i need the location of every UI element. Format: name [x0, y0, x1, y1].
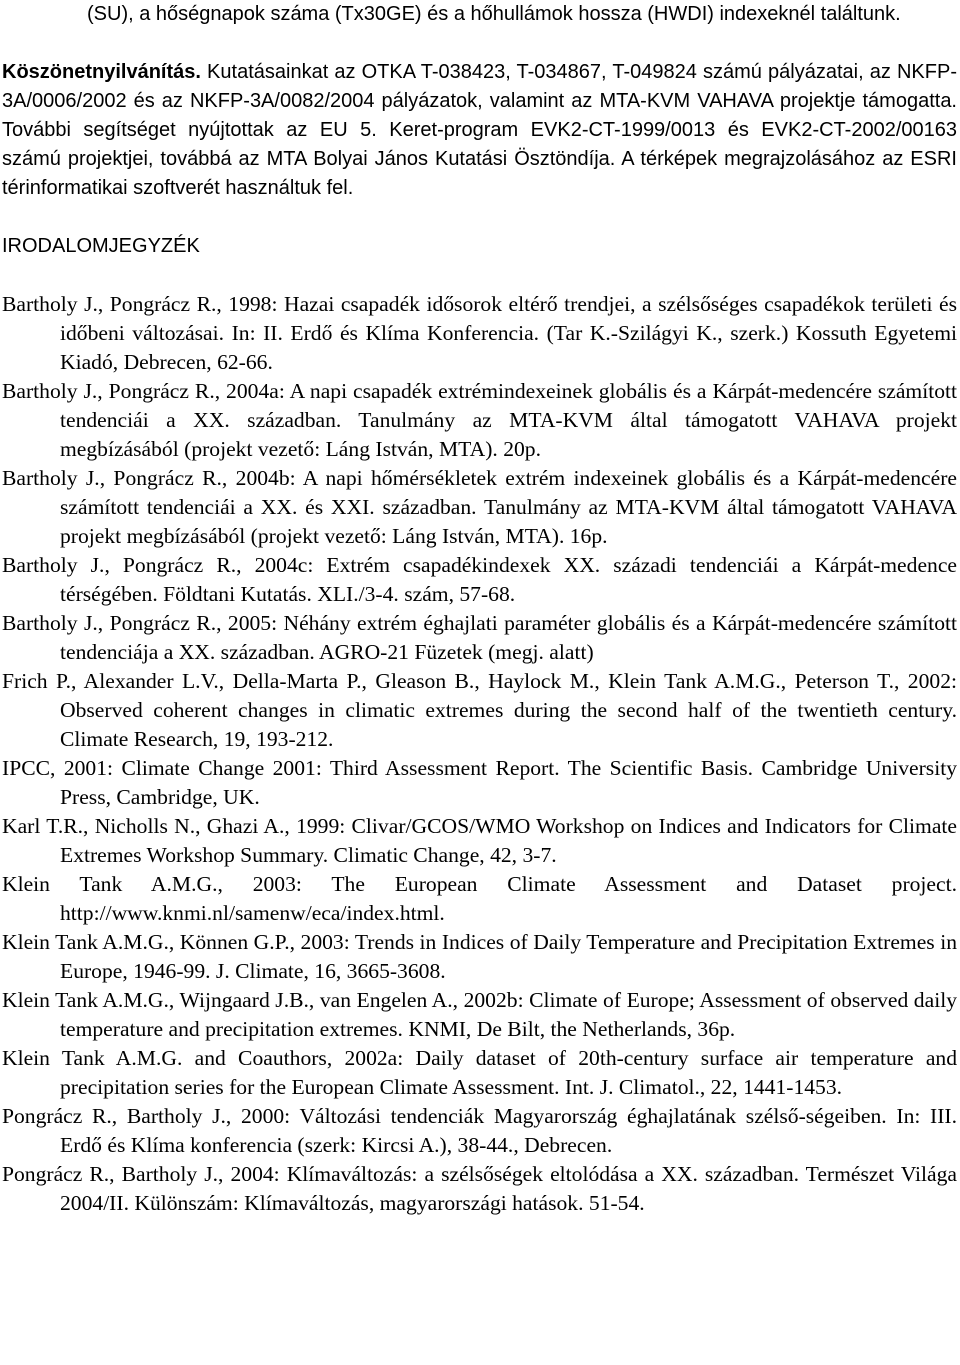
- reference-item: Klein Tank A.M.G., 2003: The European Climate Assessment and Dataset project. http://www.knmi.nl/samenw/eca/index.html.: [2, 872, 957, 925]
- reference-item: Klein Tank A.M.G. and Coauthors, 2002a: Daily dataset of 20th-century surface air temperature and precipitation series for the European Climate Assessment. Int. J. Climatol., 22, 1441-1453.: [2, 1046, 957, 1099]
- reference-item: Bartholy J., Pongrácz R., 2004a: A napi csapadék extrémindexeinek globális és a Kárpát-medencére számított tendenciái a XX. században. Tanulmány az MTA-KVM által támogatott VAHAVA projekt megbízásából (projekt vezető: Láng István, MTA). 20p.: [2, 379, 957, 461]
- reference-item: Bartholy J., Pongrácz R., 1998: Hazai csapadék idősorok eltérő trendjei, a szélsőséges csapadékok területi és időbeni változásai. In: II. Erdő és Klíma Konferencia. (Tar K.-Szilágyi K., szerk.) Kossuth Egyetemi Kiadó, Debrecen, 62-66.: [2, 292, 957, 374]
- reference-item: Frich P., Alexander L.V., Della-Marta P., Gleason B., Haylock M., Klein Tank A.M.G., Peterson T., 2002: Observed coherent changes in climatic extremes during the second half of the twentieth century. Climate Research, 19, 193-212.: [2, 669, 957, 751]
- acknowledgement-paragraph: [2, 58, 957, 203]
- references-heading: IRODALOMJEGYZÉK: [2, 235, 200, 257]
- reference-item: Bartholy J., Pongrácz R., 2004b: A napi hőmérsékletek extrém indexeinek globális és a Kárpát-medencére számított tendenciái a XX. és XXI. században. Tanulmány az MTA-KVM által támogatott VAHAVA projekt megbízásából (projekt vezető: Láng István, MTA). 16p.: [2, 466, 957, 548]
- reference-item: Klein Tank A.M.G., Wijngaard J.B., van Engelen A., 2002b: Climate of Europe; Assessment of observed daily temperature and precipitation extremes. KNMI, De Bilt, the Netherlands, 36p.: [2, 988, 957, 1041]
- reference-item: Karl T.R., Nicholls N., Ghazi A., 1999: Clivar/GCOS/WMO Workshop on Indices and Indicators for Climate Extremes Workshop Summary. Climatic Change, 42, 3-7.: [2, 814, 957, 867]
- reference-item: Klein Tank A.M.G., Können G.P., 2003: Trends in Indices of Daily Temperature and Precipitation Extremes in Europe, 1946-99. J. Climate, 16, 3665-3608.: [2, 930, 957, 983]
- references-list: [2, 290, 957, 1218]
- intro-paragraph-tail: (SU), a hőségnapok száma (Tx30GE) és a hőhullámok hossza (HWDI) indexeknél találtunk.: [87, 3, 901, 25]
- acknowledgement-heading: Köszönetnyilvánítás.: [2, 61, 201, 83]
- reference-item: Bartholy J., Pongrácz R., 2005: Néhány extrém éghajlati paraméter globális és a Kárpát-medencére számított tendenciája a XX. században. AGRO-21 Füzetek (megj. alatt): [2, 611, 957, 664]
- reference-item: Pongrácz R., Bartholy J., 2004: Klímaváltozás: a szélsőségek eltolódása a XX. században. Természet Világa 2004/II. Különszám: Klímaváltozás, magyarországi hatások. 51-54.: [2, 1162, 957, 1215]
- reference-item: Bartholy J., Pongrácz R., 2004c: Extrém csapadékindexek XX. századi tendenciái a Kárpát-medence térségében. Földtani Kutatás. XLI./3-4. szám, 57-68.: [2, 553, 957, 606]
- acknowledgement-text: Kutatásainkat az OTKA T-038423, T-034867, T-049824 számú pályázatai, az NKFP-3A/0006/2002 és az NKFP-3A/0082/2004 pályázatok, valamint az MTA-KVM VAHAVA projektje támogatta. További segítséget nyújtottak az EU 5. Keret-program EVK2-CT-1999/0013 és EVK2-CT-2002/00163 számú projektjei, továbbá az MTA Bolyai János Kutatási Ösztöndíja. A térképek megrajzolásához az ESRI térinformatikai szoftverét használtuk fel.: [2, 61, 957, 199]
- reference-item: Pongrácz R., Bartholy J., 2000: Változási tendenciák Magyarország éghajlatának szélső-ségeiben. In: III. Erdő és Klíma konferencia (szerk: Kircsi A.), 38-44., Debrecen.: [2, 1104, 957, 1157]
- reference-item: IPCC, 2001: Climate Change 2001: Third Assessment Report. The Scientific Basis. Cambridge University Press, Cambridge, UK.: [2, 756, 957, 809]
